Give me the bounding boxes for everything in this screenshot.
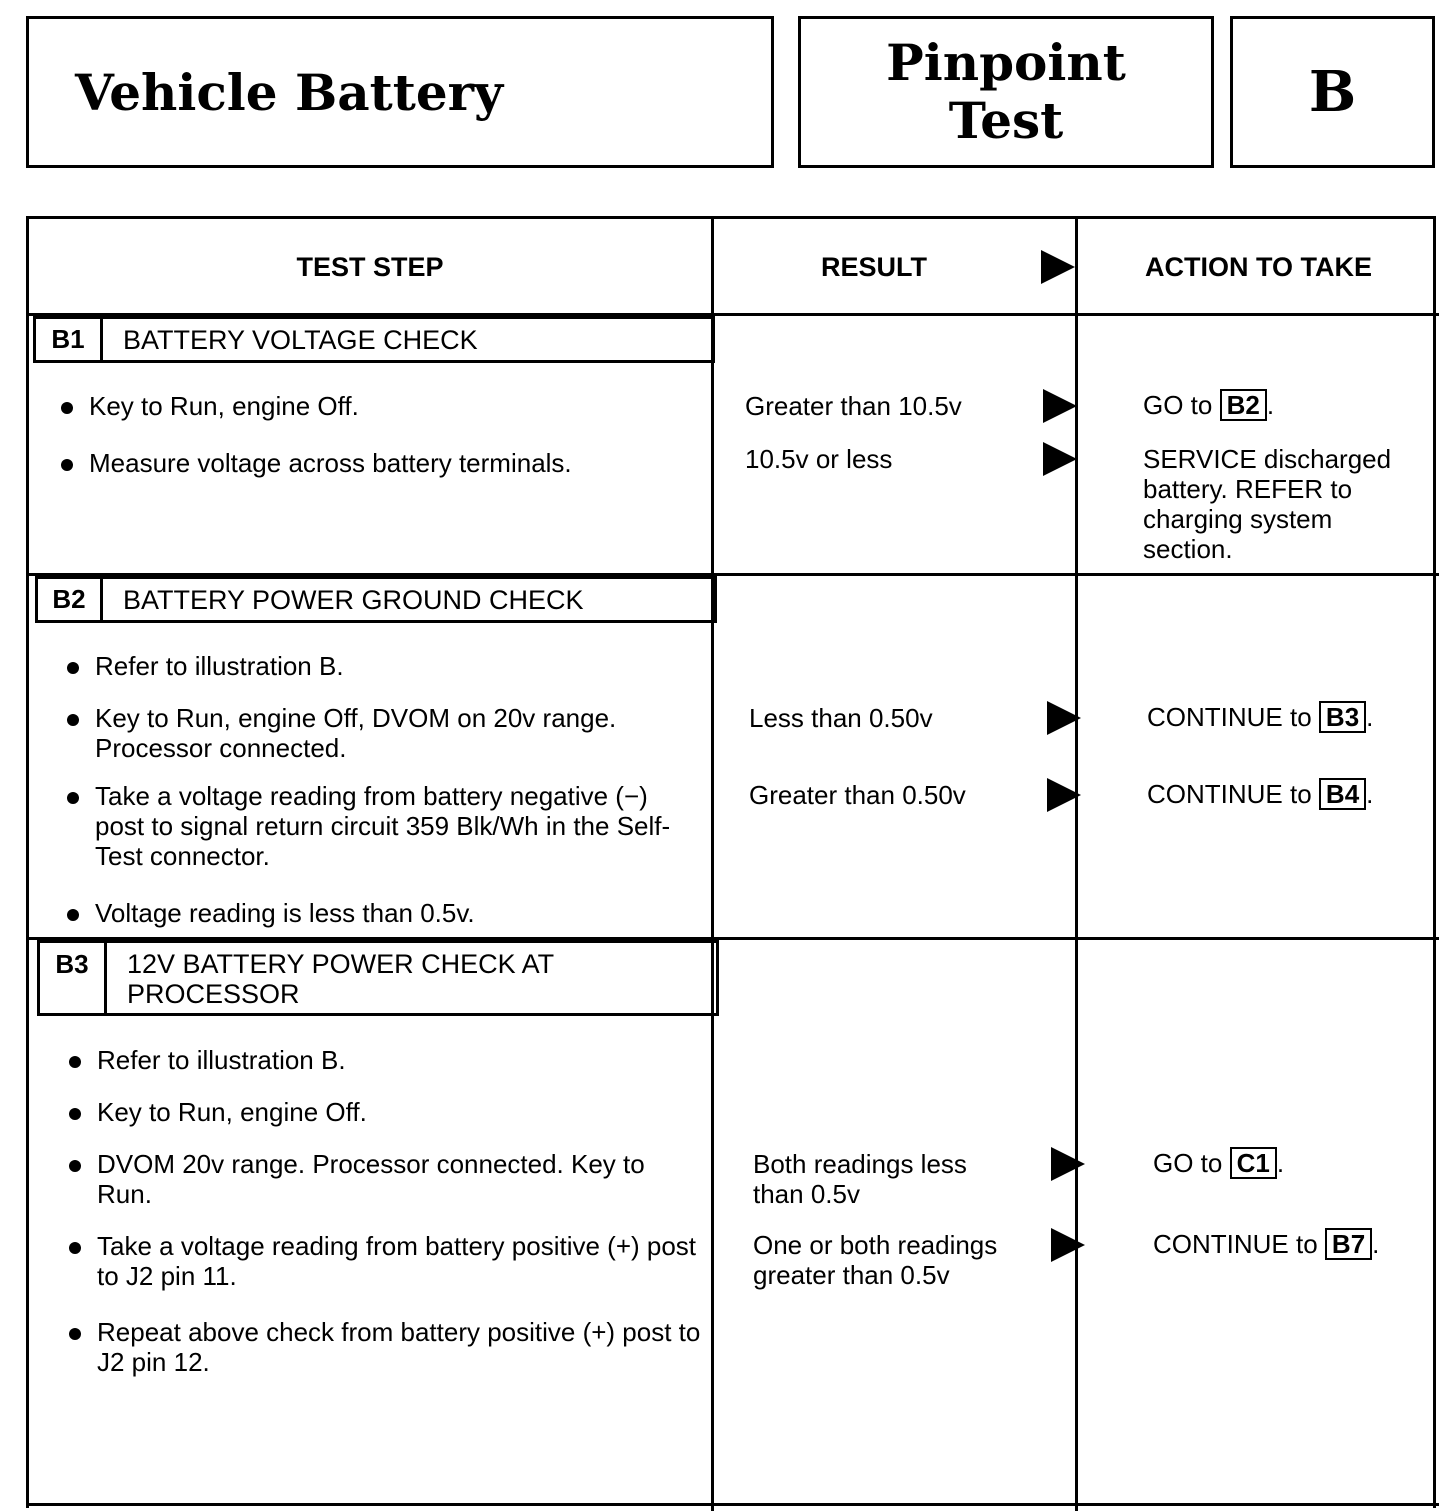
action-punct: . bbox=[1366, 702, 1374, 732]
step-ref-b4[interactable]: B4 bbox=[1319, 778, 1366, 810]
step-list-b1 bbox=[33, 391, 693, 478]
pinpoint-table bbox=[26, 216, 1436, 1508]
action-punct: . bbox=[1372, 1229, 1380, 1259]
action-text: CONTINUE to bbox=[1147, 702, 1312, 732]
column-header-action: ACTION TO TAKE bbox=[1145, 251, 1372, 282]
result-arrow-icon bbox=[1047, 778, 1081, 812]
action-b3-2 bbox=[1153, 1228, 1379, 1260]
step-id-b1: B1 bbox=[36, 319, 103, 360]
step-list-b3 bbox=[41, 1045, 701, 1377]
result-arrow-icon bbox=[1043, 442, 1077, 476]
step-item: Take a voltage reading from battery positive (+) post to J2 pin 11. bbox=[41, 1231, 701, 1291]
action-b1-2: SERVICE discharged battery. REFER to charging system section. bbox=[1143, 444, 1392, 564]
step-title-b2: BATTERY POWER GROUND CHECK bbox=[123, 584, 584, 615]
action-b1-1 bbox=[1143, 389, 1274, 421]
action-b2-1 bbox=[1147, 701, 1373, 733]
action-punct: . bbox=[1276, 1148, 1285, 1178]
step-item: Measure voltage across battery terminals. bbox=[33, 448, 693, 478]
column-header-result: RESULT bbox=[821, 251, 927, 282]
action-text: GO to bbox=[1143, 390, 1213, 420]
result-arrow-icon bbox=[1047, 701, 1081, 735]
step-ref-c1[interactable]: C1 bbox=[1230, 1147, 1277, 1179]
result-arrow-icon bbox=[1043, 389, 1077, 423]
step-item: Voltage reading is less than 0.5v. bbox=[39, 898, 689, 928]
step-item: Refer to illustration B. bbox=[41, 1045, 701, 1075]
step-item: DVOM 20v range. Processor connected. Key to Run. bbox=[41, 1149, 701, 1209]
result-arrow-icon bbox=[1051, 1228, 1085, 1262]
step-header-b1 bbox=[33, 316, 715, 363]
step-header-b2 bbox=[35, 576, 717, 623]
test-label: Test bbox=[948, 91, 1064, 150]
result-b2-2: Greater than 0.50v bbox=[749, 780, 966, 810]
step-header-b3 bbox=[37, 940, 719, 1016]
action-punct: . bbox=[1266, 390, 1275, 420]
test-letter: B bbox=[1308, 59, 1357, 125]
step-item: Key to Run, engine Off. bbox=[33, 391, 693, 421]
step-ref-b3[interactable]: B3 bbox=[1319, 701, 1366, 733]
step-item: Key to Run, engine Off. bbox=[41, 1097, 701, 1127]
step-item: Repeat above check from battery positive (+) post to J2 pin 12. bbox=[41, 1317, 701, 1377]
result-b3-1: Both readings less than 0.5v bbox=[753, 1149, 967, 1209]
result-b1-1: Greater than 10.5v bbox=[745, 391, 962, 421]
result-arrow-icon bbox=[1051, 1147, 1085, 1181]
action-text: CONTINUE to bbox=[1147, 779, 1312, 809]
column-header-test-step: TEST STEP bbox=[296, 251, 444, 282]
result-b2-1: Less than 0.50v bbox=[749, 703, 933, 733]
step-item: Take a voltage reading from battery negative (−) post to signal return circuit 359 Blk/Wh in the Self-Test connector. bbox=[39, 781, 689, 871]
title-box bbox=[26, 16, 774, 168]
result-arrow-icon bbox=[1041, 250, 1075, 284]
column-divider-result bbox=[711, 219, 714, 1511]
step-id-b3: B3 bbox=[40, 943, 107, 1013]
result-b3-2: One or both readings greater than 0.5v bbox=[753, 1230, 998, 1290]
action-b3-1 bbox=[1153, 1147, 1284, 1179]
row-divider-b3 bbox=[29, 1503, 1439, 1506]
step-item: Refer to illustration B. bbox=[39, 651, 689, 681]
step-title-b3: 12V BATTERY POWER CHECK AT PROCESSOR bbox=[127, 949, 554, 1009]
test-letter-box bbox=[1230, 16, 1435, 168]
step-id-b2: B2 bbox=[38, 579, 103, 620]
pinpoint-test-box bbox=[798, 16, 1214, 168]
action-text: GO to bbox=[1153, 1148, 1223, 1178]
step-ref-b7[interactable]: B7 bbox=[1325, 1228, 1372, 1260]
result-b1-2: 10.5v or less bbox=[745, 444, 893, 474]
action-text: CONTINUE to bbox=[1153, 1229, 1318, 1259]
step-list-b2 bbox=[39, 651, 689, 928]
pinpoint-label: Pinpoint bbox=[886, 33, 1126, 92]
step-title-b1: BATTERY VOLTAGE CHECK bbox=[123, 324, 478, 355]
action-punct: . bbox=[1366, 779, 1374, 809]
action-b2-2 bbox=[1147, 778, 1373, 810]
step-ref-b2[interactable]: B2 bbox=[1220, 389, 1267, 421]
step-item: Key to Run, engine Off, DVOM on 20v range. Processor connected. bbox=[39, 703, 689, 763]
page-title: Vehicle Battery bbox=[75, 62, 504, 122]
